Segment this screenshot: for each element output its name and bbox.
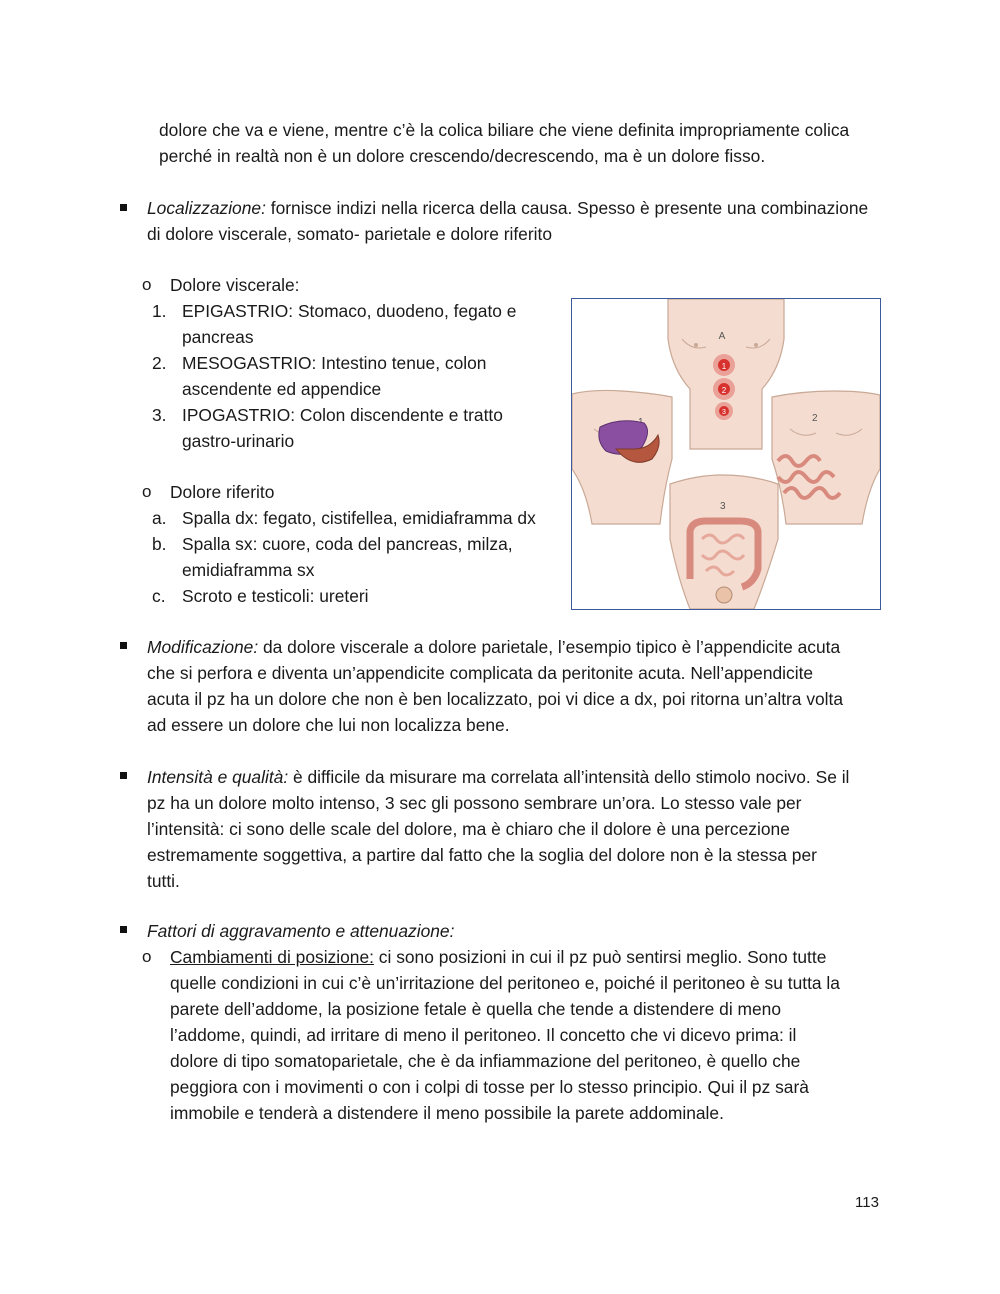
abdomen-pain-figure xyxy=(571,298,881,610)
fattori-sub-line: peggiora con i movimenti o con i colpi di tosse per lo stesso principio. Qui il pz sarà xyxy=(170,1077,809,1097)
fattori-sub-line: l’addome, quindi, ad irritare di meno il peritoneo. Il concetto che vi dicevo prima: il xyxy=(170,1025,797,1045)
list-letter: a. xyxy=(152,508,167,528)
list-item: IPOGASTRIO: Colon discendente e tratto xyxy=(182,405,503,425)
list-item-cont: ascendente ed appendice xyxy=(182,379,382,399)
square-bullet-icon xyxy=(120,926,127,933)
bladder-shape xyxy=(716,587,732,603)
intensita-line-5: tutti. xyxy=(147,871,180,891)
fattori-sub-line: parete dell’addome, la posizione fetale è quella che tende a distendere di meno xyxy=(170,999,782,1019)
localizzazione-line-2: di dolore viscerale, somato- parietale e dolore riferito xyxy=(147,224,553,244)
intro-line-2: perché in realtà non è un dolore crescendo/decrescendo, ma è un dolore fisso. xyxy=(159,146,766,166)
riferito-title: Dolore riferito xyxy=(170,482,275,502)
modificazione-line-4: ad essere un dolore che lui non localizza bene. xyxy=(147,715,510,735)
fattori-sub-line: quelle condizioni in cui c’è un’irritazione del peritoneo e, poiché il peritoneo è su tutta la xyxy=(170,973,840,993)
list-item-cont: gastro-urinario xyxy=(182,431,295,451)
fattori-label: Fattori di aggravamento e attenuazione: xyxy=(147,921,455,941)
localizzazione-line-1 xyxy=(147,195,868,221)
fattori-sub-line: immobile e tenderà a distendere il meno possibile la parete addominale. xyxy=(170,1103,724,1123)
fattori-sub-line-1 xyxy=(170,944,826,970)
viscerale-title: Dolore viscerale: xyxy=(170,275,300,295)
figure-label-a: A xyxy=(718,331,726,342)
list-item-cont: pancreas xyxy=(182,327,254,347)
dot-label-3: 3 xyxy=(722,409,726,416)
dot-label-1: 1 xyxy=(721,362,727,371)
intensita-line-1 xyxy=(147,764,849,790)
abdomen-illustration xyxy=(572,299,880,609)
list-item: Spalla dx: fegato, cistifellea, emidiaframma dx xyxy=(182,508,536,528)
list-number: 2. xyxy=(152,353,167,373)
circle-bullet-icon: o xyxy=(142,482,152,501)
intro-line-1: dolore che va e viene, mentre c’è la colica biliare che viene definita impropriamente colica xyxy=(159,120,850,140)
modificazione-label: Modificazione: xyxy=(147,637,259,657)
modificazione-line-3: acuta il pz ha un dolore che non è ben localizzato, poi vi dice a dx, poi ritorna un’altra volta xyxy=(147,689,844,709)
list-item: EPIGASTRIO: Stomaco, duodeno, fegato e xyxy=(182,301,517,321)
square-bullet-icon xyxy=(120,204,127,211)
circle-bullet-icon: o xyxy=(142,947,152,966)
modificazione-line-2: che si perfora e diventa un’appendicite complicata da peritonite acuta. Nell’appendicite xyxy=(147,663,814,683)
circle-bullet-icon: o xyxy=(142,275,152,294)
figure-label-3: 3 xyxy=(720,501,726,512)
list-item: MESOGASTRIO: Intestino tenue, colon xyxy=(182,353,487,373)
figure-label-2: 2 xyxy=(812,413,818,424)
modificazione-text: da dolore viscerale a dolore parietale, l’esempio tipico è l’appendicite acuta xyxy=(258,637,841,657)
list-number: 1. xyxy=(152,301,167,321)
localizzazione-label: Localizzazione: xyxy=(147,198,266,218)
dot-label-2: 2 xyxy=(721,386,727,395)
list-item: Spalla sx: cuore, coda del pancreas, milza, xyxy=(182,534,513,554)
intensita-line-4: estremamente soggettiva, a partire dal fatto che la soglia del dolore non è la stessa per xyxy=(147,845,817,865)
localizzazione-text: fornisce indizi nella ricerca della causa. Spesso è presente una combinazione xyxy=(265,198,869,218)
torso-1 xyxy=(572,390,672,524)
square-bullet-icon xyxy=(120,642,127,649)
list-number: 3. xyxy=(152,405,167,425)
list-item: Scroto e testicoli: ureteri xyxy=(182,586,369,606)
page-number: 113 xyxy=(855,1194,879,1211)
list-item-cont: emidiaframma sx xyxy=(182,560,315,580)
intensita-label: Intensità e qualità: xyxy=(147,767,289,787)
fattori-sub-line: dolore di tipo somatoparietale, che è da infiammazione del peritoneo, è quello che xyxy=(170,1051,801,1071)
intensita-line-3: l’intensità: ci sono delle scale del dolore, ma è chiaro che il dolore è una percezione xyxy=(147,819,790,839)
square-bullet-icon xyxy=(120,772,127,779)
modificazione-line-1 xyxy=(147,634,840,660)
list-letter: c. xyxy=(152,586,166,606)
intensita-line-2: pz ha un dolore molto intenso, 3 sec gli possono sembrare un’ora. Lo stesso vale per xyxy=(147,793,802,813)
cambiamenti-text: ci sono posizioni in cui il pz può sentirsi meglio. Sono tutte xyxy=(373,947,827,967)
intensita-text: è difficile da misurare ma correlata all’intensità dello stimolo nocivo. Se il xyxy=(288,767,850,787)
list-letter: b. xyxy=(152,534,167,554)
cambiamenti-label: Cambiamenti di posizione: xyxy=(170,947,374,967)
